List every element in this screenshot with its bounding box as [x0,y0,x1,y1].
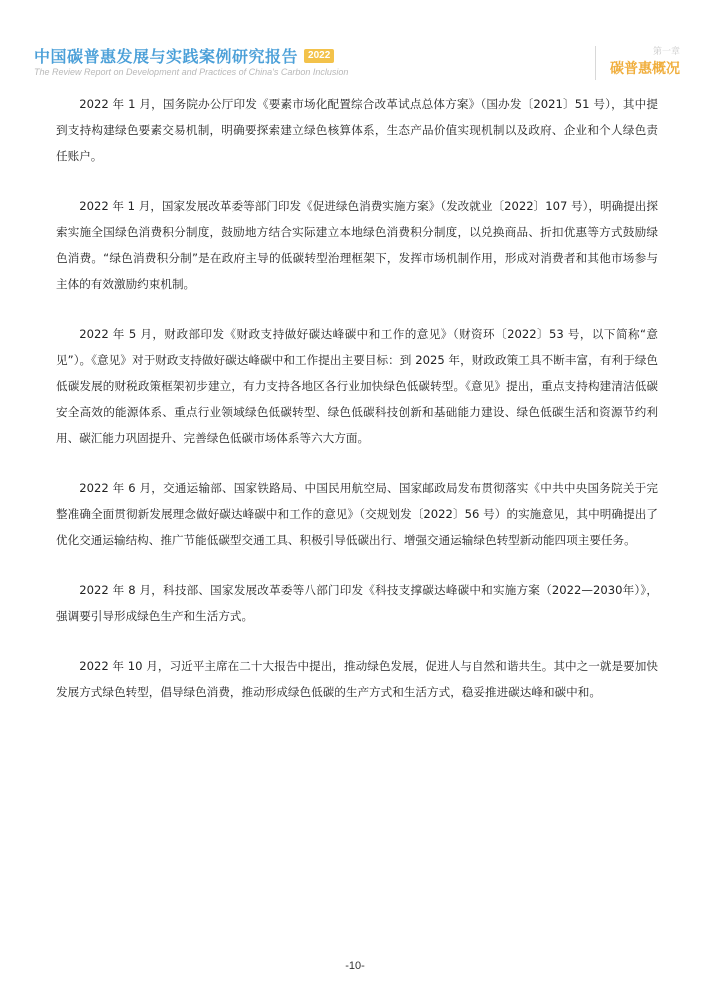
paragraph-2022-may-mof: 2022 年 5 月，财政部印发《财政支持做好碳达峰碳中和工作的意见》（财资环〔2022〕53 号，以下简称“意见”）。《意见》对于财政支持做好碳达峰碳中和工作提出主要目标：到 2025 年，财政政策工具不断丰富，有利于绿色低碳发展的财税政策框架初步建立，有力支持各地区各行业加快绿色低碳转型。《意见》提出，重点支持构建清洁低碳安全高效的能源体系、重点行业领域绿色低碳转型、绿色低碳科技创新和基础能力建设、绿色低碳生活和资源节约利用、碳汇能力巩固提升、完善绿色低碳市场体系等六大方面。 [56,327,658,445]
chapter-number: 第一章 [652,47,680,57]
paragraph-2022-jun-transport: 2022 年 6 月，交通运输部、国家铁路局、中国民用航空局、国家邮政局发布贯彻落实《中共中央国务院关于完整准确全面贯彻新发展理念做好碳达峰碳中和工作的意见》（交规划发〔2022〕56 号）的实施意见，其中明确提出了优化交通运输结构、推广节能低碳型交通工具、积极引导低碳出行、增强交通运输绿色转型新动能四项主要任务。 [56,481,658,547]
paragraph-2022-jan-state-council: 2022 年 1 月，国务院办公厅印发《要素市场化配置综合改革试点总体方案》（国办发〔2021〕51 号），其中提到支持构建绿色要素交易机制，明确要探索建立绿色核算体系，生态产品价值实现机制以及政府、企业和个人绿色责任账户。 [56,97,658,163]
report-title: 中国碳普惠发展与实践案例研究报告 [34,47,299,66]
body-content [56,91,658,729]
page-number: -10- [345,960,365,972]
paragraph-2022-oct-congress: 2022 年 10 月，习近平主席在二十大报告中提出，推动绿色发展，促进人与自然和谐共生。其中之一就是要加快发展方式绿色转型，倡导绿色消费，推动形成绿色低碳的生产方式和生活方式，稳妥推进碳达峰和碳中和。 [56,659,658,699]
chapter-block [595,46,680,80]
paragraph-2022-jan-ndrc: 2022 年 1 月，国家发展改革委等部门印发《促进绿色消费实施方案》（发改就业〔2022〕107 号），明确提出探索实施全国绿色消费积分制度，鼓励地方结合实际建立本地绿色消费积分制度，以兑换商品、折扣优惠等方式鼓励绿色消费。“绿色消费积分制”是在政府主导的低碳转型治理框架下，发挥市场机制作用，形成对消费者和其他市场参与主体的有效激励约束机制。 [56,199,658,291]
paragraph-2022-aug-most: 2022 年 8 月，科技部、国家发展改革委等八部门印发《科技支撑碳达峰碳中和实施方案（2022—2030年）》，强调要引导形成绿色生产和生活方式。 [56,583,658,623]
chapter-name: 碳普惠概况 [610,61,680,77]
year-badge: 2022 [304,49,334,63]
page-header [0,0,710,86]
report-subtitle: The Review Report on Development and Practices of China's Carbon Inclusion [34,67,349,77]
report-title-row [34,44,334,67]
